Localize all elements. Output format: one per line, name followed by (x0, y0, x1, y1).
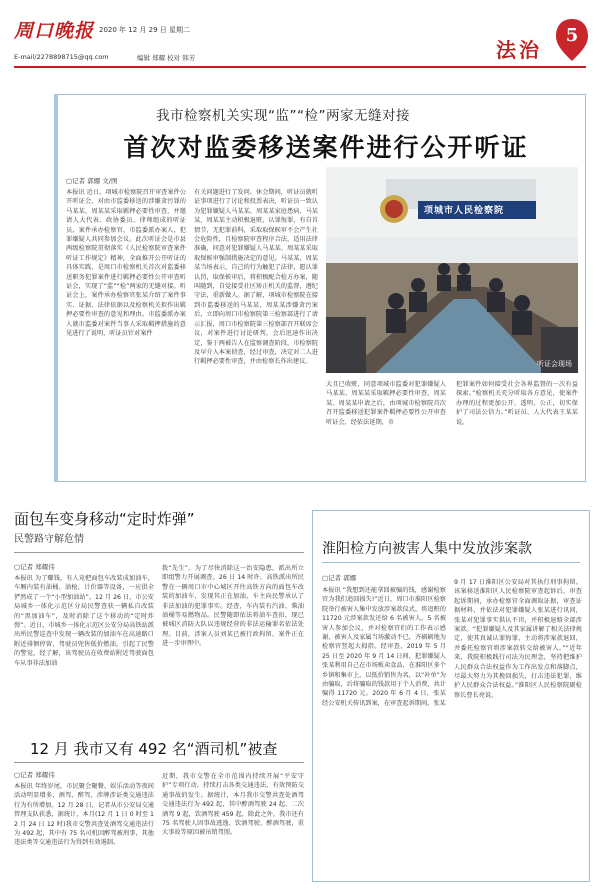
lead-article-kicker: 我市检察机关实现“监”“检”两家无缝对接 (156, 108, 410, 124)
issue-date: 2020 年 12 月 29 日 星期二 (99, 26, 190, 34)
lead-article-column-2: 有关问题进行了发问。休会期间，听证员就听证事项进行了讨论和投票表决，听证员一致认为犯罪嫌疑人马某某、周某某家庭患病，马某某、周某某主动积极退赃，认罪悔罪，有自首情节，无犯罪前科，采取取保候审不会产生社会危险性，且检察院审查程序合法，适用法律准确，同意对犯罪嫌疑人马某某、周某某采取取保候审强制措施决定的意见。马某某、周某某当场表示，自己的行为触犯了法律，愿认罪认罚，取保候审后，将积极配合检方办案，随叫随到，自觉接受社区矫正机关的监督，遵纪守法，重新做人。据了解，项城市检察院在接到市监委移送的马某某、周某某涉嫌贪污案后，立即向周口市检察院第三检察部进行了请示汇报，周口市检察院第三检察部召开联席会议，对案件进行讨论研判，会后迅速作出决定，鉴于两被告人在监察调查阶段，市检察院及早介入本案侦查，经过审查，决定对二人进行羁押必要性审查，并由检察长作出建议。 (194, 189, 318, 366)
van-article-byline: ▢记者 郑耀伟 (14, 563, 55, 571)
van-article-column-2: 拨“先生”。为了尽快消除这一治安隐患，派出所立即组警力开展调查。26 日 14 时许，高铁派出所民警在一辆周口市中心城区开往高铁方向的面包车改装的加油车，发现其正在加油，车主向民警承认了非法加油的犯罪事实。经查，车内装有汽油、柴油油桶等易燃物品。民警随即依法将油车查扣，现已被城区消防大队以违规经营的非法运输罪名依法处理。目前，涉案人员刘某已被行政拘留，案件正在进一步审理中。 (162, 565, 304, 648)
drunk-driving-column-1: 本报讯 年终岁尾，市民聚会聚餐、娱乐活动等夜间活动明显增多，酒驾、醉驾、涉牌涉证类交通违法行为有所增加。12 月 28 日，记者从市公安局交通管理支队获悉，据统计，本月(12 月 1 日 0 时至 12 月 24 日 12 时)我市交警共查处酒驾交通违法行为 492 起，其中有 75 名司机因醉驾被刑事，其他违法类等交通违法行为得到有效遏制。 (14, 783, 154, 847)
lead-article-headline: 首次对监委移送案件进行公开听证 (123, 133, 529, 162)
van-article-rule (14, 552, 304, 553)
van-article-subhead: 民警路守解危情 (14, 534, 84, 545)
newspaper-logo: 周口晚报 (14, 20, 95, 42)
drunk-driving-headline: 12 月 我市又有 492 名“酒司机”被查 (30, 740, 278, 758)
hearing-photo-sign: 项城市人民检察院 (424, 206, 505, 216)
lead-article-byline: ▢记者 郭娜 文/图 (66, 177, 118, 185)
drunk-driving-rule (14, 762, 304, 763)
page-number: 5 (565, 25, 579, 46)
drunk-driving-column-2: 近期，我市交警在全市范围内持续开展“平安守护”专项行动，持续打击各类交通违法，有效预防交通事故的发生。据统计，本月我市交警共查处酒驾交通违法行为 492 起，其中醉酒驾驶 24 起、二次酒驾 9 起，饮酒驾驶 459 起，除此之外，我市还有 75 名驾驶人因事故逃逸、饮酒驾驶、醉酒驾驶，重大事故等原因被吊销驾照。 (162, 773, 304, 837)
refund-article-rule (322, 562, 580, 563)
lead-article-column-4: 犯罪案件如何接受社会各界监督的一次有益探索。”检察机关充分听取各方意见，使案件办理的过程更加公开、透明、公正，切实保护了司法公信力。”听证员、人大代表王某某说。 (456, 381, 578, 426)
masthead (0, 0, 600, 82)
lead-article-column-1: 本报讯 近日，项城市检察院召开审查案件公开听证会，对由市监委移送的涉嫌贪污罪的马某某、周某某采取羁押必要性审查，并邀请人大代表、政协委员、律师组成的听证员，案件承办检察官、市监委派办案人、犯罪嫌疑人共同参加会议。此次听证会是市县两级检察院贯彻落实《人民检察院审查案件听证工作规定》精神，全面推开公开听证的具体实践，是周口市检察机关首次对监委移送职务犯罪案件进行羁押必要性公开审查听证会，实现了“监”“检”两家的无缝对接。听证会上，案件承办检察官张某介绍了案件事实、证据、法律依据以及检察机关拟作出羁押必要性审查的意见和理由。市监委派办案人就市监委对案件当事人采取羁押措施的意见进行了说明，听证员针对案件 (66, 189, 186, 338)
refund-article-column-2: 9 月 17 日淮阳区公安局对其执行刑事拘留。该案移送淮阳区人民检察院审查起诉后，审查起诉期间，承办检察官全面调取证据，审查证据材料，并依法对犯罪嫌疑人张某进行讯问，张某对犯罪事实供认不讳，并积极退赔全部涉案款。“犯罪嫌疑人及其家属讲解了相关法律规定，使其真诚认罪悔罪，主动将涉案款退回，并委托检察官将涉案款转交给被害人。”“近年来，我院积极践行司法为民理念，坚持把维护人民群众合法权益作为工作出发点和落脚点，尽最大努力为其挽回损失，打击违法犯罪，维护人民群众合法权益。”淮阳区人民检察院副检察长曹长亮说。 (454, 579, 582, 699)
refund-article-column-1: 本报讯 “我想到还能拿回被骗的钱，感谢检察官为我们追回损失!”近日，周口市淮阳区检察院举行被害人集中发放涉案款仪式，将追赃的 11720 元涉案款发还给 6 名被害人。5 名被害人参加会议，并对检察官们的工作表示感谢，被害人及家属当场激动不已，齐刷刷地为检察官竖起大拇指。经审查，2019 年 5 月 25 日至 2020 年 9 月 14 日间，犯罪嫌疑人张某利用自己在市场贩卖食品，在淮阳区多个乡镇和集市上，以低价销售为名，以“补单”为由骗取，后将骗取的钱款用于个人消费，共计骗得 11720 元。2020 年 6 月 4 日，张某经公安机关传讯到案，在审查起诉期间，张某 (322, 587, 446, 707)
contact-email: E-mail/2278898715@qq.com (14, 53, 109, 61)
drunk-driving-byline: ▢记者 郑耀伟 (14, 771, 55, 779)
hearing-photo-scene (326, 167, 578, 373)
van-article-headline: 面包车变身移动“定时炸弹” (14, 510, 195, 528)
hearing-photo-caption: 听证会现场 (537, 360, 572, 368)
hearing-photo (326, 167, 578, 373)
refund-article-headline: 淮阳检方向被害人集中发放涉案款 (322, 541, 532, 557)
van-article-column-1: 本报讯 为了赚钱，有人竟把面包车改装成加油车，车厢内装有油桶、油枪，计价器等设备，一应俱全俨然成了一个“小型加油站”。12 月 26 日，市公安局城乡一体化示范区分局民警查获一辆私自改装的“黑加油车”，及时消除了这个移动的“定时炸弹”。近日，市城乡一体化示范区公安分局高铁站派出所民警巡查中发现一辆改装的加油车在高速路口附近徘徊停留，驾驶员兜售低价燃油，引起了民警的警觉，经了解，该驾驶员在收费站附近驾驶面包车从事非法加油 (14, 575, 154, 667)
refund-article-byline: ▢记者 郭娜 (322, 574, 357, 582)
lead-article-accent (54, 94, 58, 482)
lead-article-column-3: 大且已收赃，同意项城市监委对犯罪嫌疑人马某某、周某某采取羁押必要性审查，周某某、周某某申请之后，由项城市检察院首次召开监委移送犯罪案件羁押必要性公开审查听证会，经依法延期，市 (326, 381, 446, 426)
section-name: 法治 (496, 38, 542, 62)
editor-credits: 编辑 郑耀 校对 韩芳 (137, 54, 196, 62)
masthead-rule (14, 66, 586, 68)
